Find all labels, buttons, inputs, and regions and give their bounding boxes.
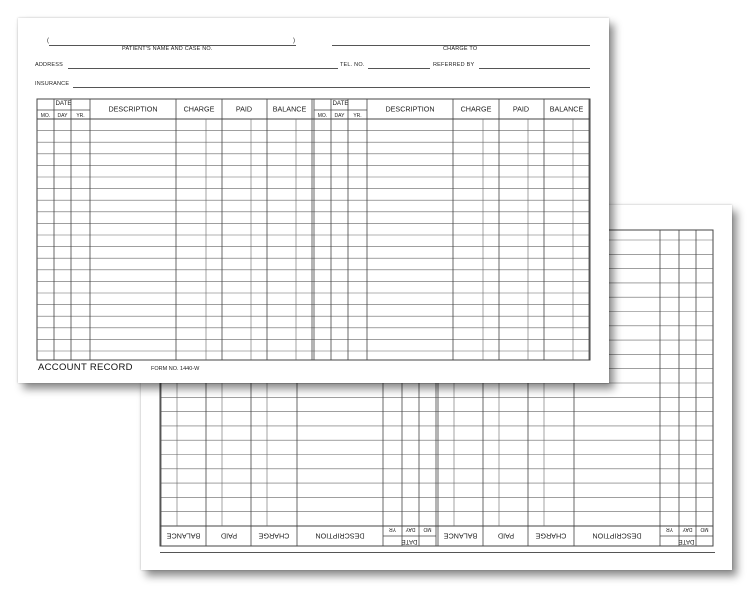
month-header: MO.	[317, 113, 328, 119]
date-header: DATE	[401, 538, 418, 545]
front-card	[18, 18, 609, 383]
account-record-title: ACCOUNT RECORD	[38, 362, 133, 373]
date-header: DATE	[55, 100, 72, 107]
patient-name-label: PATIENT'S NAME AND CASE NO.	[122, 46, 213, 52]
insurance-label: INSURANCE	[35, 81, 70, 87]
month-header: MO.	[40, 113, 51, 119]
date-header: DATE	[332, 100, 349, 107]
year-header: YR.	[353, 113, 362, 119]
front-ledger-table	[18, 18, 609, 383]
day-header: DAY	[334, 113, 345, 119]
balance-header: BALANCE	[443, 531, 478, 541]
charge-header: CHARGE	[183, 104, 215, 114]
description-header: DESCRIPTION	[108, 104, 158, 114]
paid-header: PAID	[512, 104, 530, 114]
day-header: DAY	[57, 113, 68, 119]
balance-header: BALANCE	[272, 104, 307, 114]
paid-header: PAID	[497, 531, 515, 541]
year-header: YR	[666, 526, 673, 532]
charge-to-label: CHARGE TO	[443, 46, 478, 52]
table-border	[37, 99, 590, 360]
balance-header: BALANCE	[166, 531, 201, 541]
day-header: DAY	[405, 526, 416, 532]
description-header: DESCRIPTION	[385, 104, 435, 114]
charge-header: CHARGE	[460, 104, 492, 114]
charge-header: CHARGE	[535, 531, 567, 541]
year-header: YR	[389, 526, 396, 532]
month-header: MO	[700, 526, 709, 532]
charge-header: CHARGE	[258, 531, 290, 541]
date-header: DATE	[678, 538, 695, 545]
description-header: DESCRIPTION	[315, 531, 365, 541]
open-paren: (	[47, 38, 49, 44]
referred-by-label: REFERRED BY	[433, 62, 475, 68]
description-header: DESCRIPTION	[592, 531, 642, 541]
balance-header: BALANCE	[549, 104, 584, 114]
tel-label: TEL. NO.	[340, 62, 365, 68]
month-header: MO	[423, 526, 432, 532]
close-paren: )	[293, 38, 295, 44]
paid-header: PAID	[220, 531, 238, 541]
address-label: ADDRESS	[35, 62, 63, 68]
form-number: FORM NO. 1440-W	[151, 366, 200, 372]
paid-header: PAID	[235, 104, 253, 114]
year-header: YR.	[76, 113, 85, 119]
day-header: DAY	[682, 526, 693, 532]
